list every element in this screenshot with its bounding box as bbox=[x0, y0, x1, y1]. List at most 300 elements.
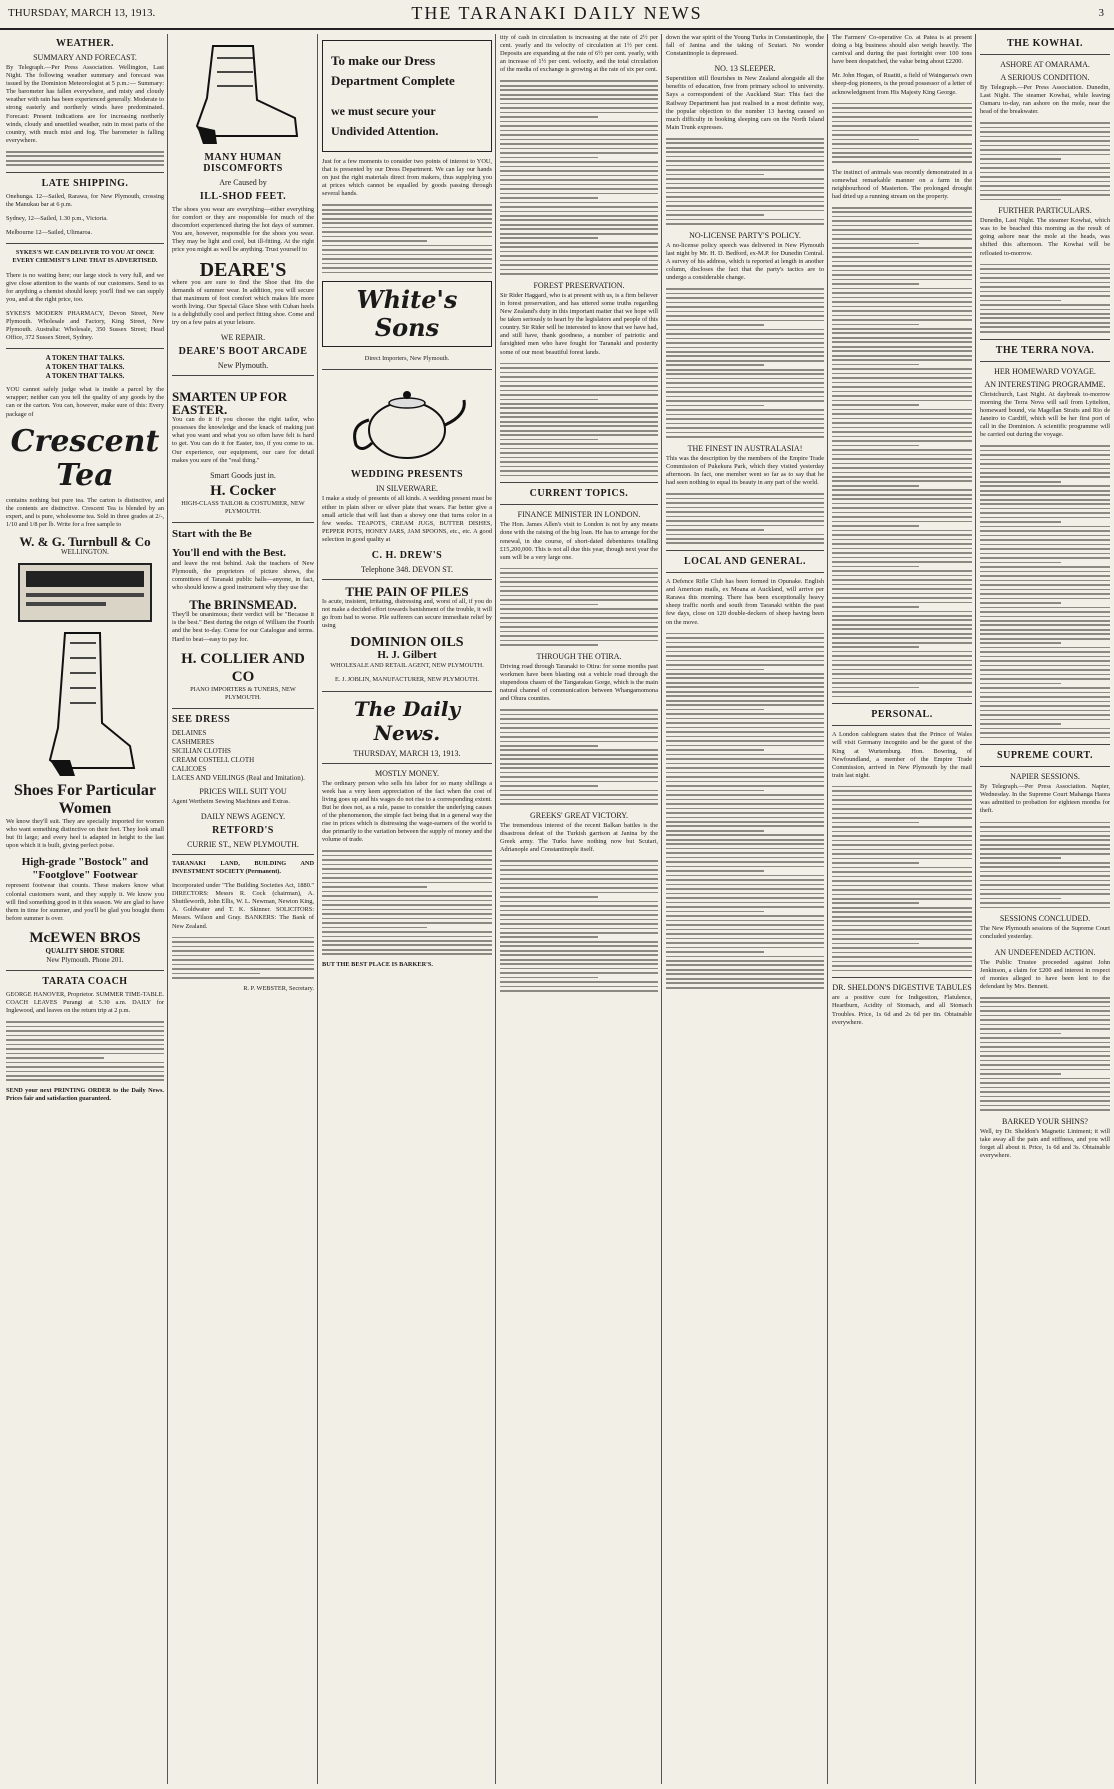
text-line bbox=[832, 148, 972, 150]
text-line bbox=[666, 183, 824, 185]
text-line bbox=[666, 409, 824, 411]
text-line bbox=[832, 804, 972, 806]
text-line bbox=[500, 572, 658, 574]
text-line bbox=[500, 763, 658, 765]
text-line bbox=[500, 941, 658, 943]
text-line bbox=[666, 405, 764, 407]
text-line bbox=[980, 844, 1110, 846]
text-line bbox=[666, 360, 824, 362]
text-line bbox=[832, 602, 972, 604]
text-line bbox=[500, 228, 658, 230]
text-line bbox=[322, 213, 492, 215]
text-line bbox=[500, 741, 658, 743]
text-line bbox=[500, 475, 658, 477]
text-line bbox=[666, 843, 824, 845]
text-line bbox=[832, 449, 972, 451]
text-line bbox=[666, 637, 824, 639]
nolicense-text: A no-license policy speech was delivered in New Plymouth last night by Mr. H. D. Bedford, ex-M.P. for Dunedin Central. A survey of his address, which is reported at length in another column, discloses the fact that the party's tactics are to undergo a considerable change. bbox=[666, 241, 824, 282]
text-line bbox=[980, 638, 1110, 640]
text-line bbox=[980, 517, 1110, 519]
shoes-heading: Shoes For Particular Women bbox=[14, 782, 156, 818]
text-line bbox=[500, 233, 658, 235]
text-line bbox=[500, 604, 598, 606]
text-line bbox=[980, 1006, 1110, 1008]
teapot-illustration bbox=[322, 375, 492, 465]
piles-text: Is acute, insistent, irritating, distressing and, worst of all, if you do not make a decided effort towards banishment of the trouble, it will go from bad to worse. Pile sufferers can secure immediate relief by using bbox=[322, 597, 492, 630]
text-line bbox=[832, 664, 972, 666]
text-line bbox=[980, 136, 1110, 138]
text-line bbox=[666, 790, 764, 792]
text-line bbox=[832, 368, 972, 370]
text-line bbox=[980, 557, 1110, 559]
text-line bbox=[500, 466, 658, 468]
text-line bbox=[666, 700, 824, 702]
text-line bbox=[666, 884, 824, 886]
text-line bbox=[322, 909, 492, 911]
text-line bbox=[832, 156, 972, 158]
text-line bbox=[500, 599, 658, 601]
text-line bbox=[832, 270, 972, 272]
text-line bbox=[666, 210, 824, 212]
turnbull-name: W. & G. Turnbull & Co bbox=[19, 534, 151, 550]
collier-name: H. COLLIER AND CO bbox=[181, 650, 305, 685]
text-line bbox=[666, 812, 824, 814]
column-6 bbox=[832, 34, 972, 1784]
dress-department-heading-2: we must secure your Undivided Attention. bbox=[331, 104, 439, 138]
text-line bbox=[500, 175, 658, 177]
text-line bbox=[666, 704, 824, 706]
text-line bbox=[666, 306, 824, 308]
text-line bbox=[322, 936, 492, 938]
text-line bbox=[980, 898, 1061, 900]
text-line bbox=[980, 902, 1110, 904]
text-line bbox=[980, 548, 1110, 550]
text-line bbox=[322, 944, 492, 946]
text-line bbox=[980, 575, 1110, 577]
text-line bbox=[500, 197, 598, 199]
text-line bbox=[666, 660, 824, 662]
text-line bbox=[980, 1082, 1110, 1084]
text-line bbox=[980, 696, 1110, 698]
text-line bbox=[980, 647, 1110, 649]
text-line bbox=[832, 413, 972, 415]
text-line bbox=[980, 185, 1110, 187]
text-line bbox=[500, 644, 598, 646]
text-line bbox=[980, 122, 1110, 124]
text-line bbox=[666, 713, 824, 715]
text-line bbox=[832, 557, 972, 559]
text-line bbox=[832, 377, 972, 379]
text-line bbox=[980, 651, 1110, 653]
text-line bbox=[322, 873, 492, 875]
text-line bbox=[500, 376, 658, 378]
text-line bbox=[500, 139, 658, 141]
text-line bbox=[832, 489, 972, 491]
dress-department-ad bbox=[322, 40, 492, 152]
text-line bbox=[832, 161, 972, 163]
text-line bbox=[172, 973, 260, 975]
text-line bbox=[832, 359, 972, 361]
text-line bbox=[6, 151, 164, 153]
text-line bbox=[832, 894, 972, 896]
text-line bbox=[980, 701, 1110, 703]
coach-text: GEORGE HANOVER, Proprietor. SUMMER TIME-TABLE. COACH LEAVES Purangi at 5.30 a.m. DAILY for Inglewood, and leaves on the return trip at 2 p.m. bbox=[6, 990, 164, 1015]
text-line bbox=[832, 911, 972, 913]
gilbert-name: H. J. Gilbert bbox=[377, 649, 437, 662]
text-line bbox=[666, 772, 824, 774]
otira-text: Driving road through Taranaki to Otira: for some months past workmen have been blasting out a vehicle road through the stupendous chasm of the Tangarakau Gorge, which is the main natural channel of communication between Whangamomona and Ohura counties. bbox=[500, 662, 658, 703]
finance-heading: FINANCE MINISTER IN LONDON. bbox=[517, 510, 641, 520]
ladies-boot-illustration bbox=[6, 628, 164, 778]
text-line bbox=[980, 607, 1110, 609]
supreme-heading: SUPREME COURT. bbox=[997, 750, 1093, 762]
text-line bbox=[832, 279, 972, 281]
text-line bbox=[500, 590, 658, 592]
text-line bbox=[832, 315, 972, 317]
dress-department-heading: To make our Dress Department Complete bbox=[331, 53, 455, 88]
undefended-heading: AN UNDEFENDED ACTION. bbox=[994, 947, 1096, 957]
text-line bbox=[980, 1046, 1110, 1048]
text-line bbox=[980, 857, 1061, 859]
divider bbox=[322, 579, 492, 580]
text-line bbox=[666, 682, 824, 684]
text-line bbox=[500, 954, 658, 956]
dress-item: CALICOES bbox=[172, 764, 207, 773]
text-line bbox=[832, 125, 972, 127]
divider bbox=[832, 977, 972, 978]
text-line bbox=[500, 617, 658, 619]
column-rule bbox=[167, 34, 168, 1784]
text-line bbox=[832, 651, 972, 653]
text-line bbox=[832, 799, 972, 801]
text-line bbox=[666, 511, 824, 513]
dress-item: SICILIAN CLOTHS bbox=[172, 746, 231, 755]
barked-heading: BARKED YOUR SHINS? bbox=[1002, 1116, 1088, 1126]
undefended-text: The Public Trustee proceeded against John Jenkinson, a claim for £200 and interest in respect of monies alleged to have been lent to the defendant by Mrs. Bennett. bbox=[980, 958, 1110, 990]
text-line bbox=[666, 542, 824, 544]
text-line bbox=[832, 418, 972, 420]
text-line bbox=[666, 169, 824, 171]
text-line bbox=[832, 561, 972, 563]
dress-prices: PRICES WILL SUIT YOU bbox=[199, 786, 287, 796]
text-line bbox=[980, 313, 1110, 315]
text-line bbox=[832, 112, 972, 114]
text-line bbox=[666, 669, 764, 671]
text-line bbox=[832, 422, 972, 424]
text-line bbox=[322, 877, 492, 879]
text-line bbox=[500, 990, 658, 992]
text-line bbox=[500, 470, 658, 472]
text-filler bbox=[500, 80, 658, 274]
text-line bbox=[500, 595, 658, 597]
text-line bbox=[980, 140, 1110, 142]
text-line bbox=[500, 125, 658, 127]
text-line bbox=[322, 904, 492, 906]
text-line bbox=[980, 1073, 1061, 1075]
text-line bbox=[6, 1026, 164, 1028]
text-line bbox=[832, 530, 972, 532]
text-line bbox=[832, 902, 919, 904]
text-line bbox=[666, 731, 824, 733]
text-line bbox=[980, 512, 1110, 514]
text-line bbox=[832, 637, 972, 639]
divider bbox=[666, 572, 824, 573]
text-line bbox=[666, 223, 824, 225]
text-filler bbox=[980, 122, 1110, 200]
masthead-date: THURSDAY, MARCH 13, 1913. bbox=[8, 7, 156, 19]
weather-heading: WEATHER. bbox=[56, 38, 114, 49]
text-line bbox=[6, 1057, 104, 1059]
text-line bbox=[980, 853, 1110, 855]
text-line bbox=[666, 875, 824, 877]
text-line bbox=[666, 214, 764, 216]
text-line bbox=[980, 481, 1061, 483]
text-line bbox=[832, 243, 919, 245]
text-line bbox=[980, 580, 1110, 582]
text-line bbox=[666, 825, 824, 827]
turnbull-city: WELLINGTON. bbox=[61, 548, 109, 557]
text-line bbox=[666, 924, 824, 926]
text-filler bbox=[172, 937, 314, 979]
text-line bbox=[980, 826, 1110, 828]
masthead-title: THE TARANAKI DAILY NEWS bbox=[411, 3, 703, 23]
text-line bbox=[666, 418, 824, 420]
text-line bbox=[500, 803, 658, 805]
further-text: Dunedin, Last Night. The steamer Kowhai, which was to be beached this morning as the result of going ashore near the mole at the heads, was shifted this afternoon. The Kowhai will be refloated to-morrow. bbox=[980, 217, 1110, 257]
text-line bbox=[500, 219, 658, 221]
text-line bbox=[500, 799, 658, 801]
text-line bbox=[500, 94, 658, 96]
divider bbox=[500, 482, 658, 483]
text-line bbox=[666, 848, 824, 850]
column-7 bbox=[980, 34, 1110, 1784]
text-line bbox=[980, 158, 1061, 160]
text-line bbox=[832, 862, 919, 864]
text-line bbox=[980, 562, 1061, 564]
coach-footer: SEND your next PRINTING ORDER to the Daily News. Prices fair and satisfaction guaranteed. bbox=[6, 1087, 164, 1103]
mcewen-address: New Plymouth. Phone 201. bbox=[46, 955, 124, 964]
text-line bbox=[666, 722, 824, 724]
text-line bbox=[500, 883, 658, 885]
text-line bbox=[980, 530, 1110, 532]
sheldon-text: are a positive cure for Indigestion, Flatulence, Heartburn, Acidity of Stomach, and all Stomach Troubles. Price, 1s 6d and 2s 6d per tin. Obtainable everywhere. bbox=[832, 994, 972, 1026]
dress-item: CASHMERES bbox=[172, 737, 215, 746]
divider bbox=[172, 854, 314, 855]
text-line bbox=[500, 776, 658, 778]
text-line bbox=[6, 1035, 164, 1037]
text-line bbox=[172, 941, 314, 943]
text-filler bbox=[6, 151, 164, 166]
text-line bbox=[832, 436, 972, 438]
text-line bbox=[500, 581, 658, 583]
text-line bbox=[500, 631, 658, 633]
text-line bbox=[980, 822, 1110, 824]
text-line bbox=[980, 127, 1110, 129]
text-line bbox=[980, 880, 1110, 882]
collier-subtitle: PIANO IMPORTERS & TUNERS, NEW PLYMOUTH. bbox=[190, 685, 296, 701]
text-line bbox=[666, 414, 824, 416]
text-line bbox=[832, 238, 972, 240]
text-line bbox=[980, 309, 1110, 311]
text-line bbox=[832, 548, 972, 550]
text-line bbox=[832, 107, 972, 109]
text-line bbox=[500, 568, 658, 570]
text-line bbox=[666, 142, 824, 144]
text-line bbox=[832, 826, 972, 828]
deares-name: DEARE'S bbox=[199, 258, 287, 281]
text-line bbox=[500, 586, 658, 588]
text-line bbox=[666, 695, 824, 697]
text-line bbox=[832, 220, 972, 222]
kowhai-subheading-2: A SERIOUS CONDITION. bbox=[1000, 73, 1090, 82]
text-line bbox=[666, 839, 824, 841]
text-line bbox=[500, 202, 658, 204]
token-line: A TOKEN THAT TALKS. bbox=[45, 354, 125, 363]
text-line bbox=[980, 889, 1110, 891]
text-line bbox=[980, 163, 1110, 165]
text-line bbox=[832, 130, 972, 132]
wedding-text: I make a study of presents of all kinds. A wedding present must be either in plain silver or silver plate that wears. Far better give a small article that will last than a showy one that turns color in a few weeks. TEAPOTS, CREAM JUGS, BUTTER DISHES, PEPPER POTS, HONEY JARS, JAM SPOONS, etc., etc. A good selection in good quality at bbox=[322, 495, 492, 543]
text-line bbox=[500, 874, 658, 876]
text-line bbox=[500, 399, 598, 401]
text-line bbox=[172, 955, 314, 957]
text-line bbox=[666, 888, 824, 890]
text-line bbox=[500, 363, 658, 365]
text-line bbox=[980, 907, 1110, 909]
text-line bbox=[500, 981, 658, 983]
text-line bbox=[832, 382, 972, 384]
text-line bbox=[980, 719, 1110, 721]
text-line bbox=[832, 642, 972, 644]
text-line bbox=[500, 910, 658, 912]
text-line bbox=[500, 430, 658, 432]
text-line bbox=[980, 553, 1110, 555]
text-line bbox=[500, 224, 658, 226]
divider bbox=[6, 348, 164, 349]
text-line bbox=[980, 665, 1110, 667]
text-line bbox=[500, 785, 598, 787]
text-line bbox=[500, 251, 658, 253]
text-line bbox=[980, 732, 1110, 734]
divider bbox=[172, 375, 314, 376]
text-line bbox=[500, 622, 658, 624]
text-line bbox=[666, 893, 824, 895]
terranova-text: Christchurch, Last Night. At daybreak to-morrow morning the Terra Nova will sail from Lyttelton, homeward bound, via Magellan Straits and Rio de Janeiro to Cardiff, which will be her first port of call in the Dominion. A scientific programme will be carried out during the voyage. bbox=[980, 390, 1110, 438]
text-line bbox=[500, 754, 658, 756]
text-line bbox=[500, 170, 658, 172]
text-line bbox=[322, 864, 492, 866]
text-line bbox=[500, 130, 658, 132]
text-line bbox=[172, 977, 314, 979]
bottom-line: BUT THE BEST PLACE IS BARKER'S. bbox=[322, 961, 433, 969]
hogan-text: Mr. John Hogan, of Ruatiti, a field of Waingaroa's own sheep-dog pioneers, is the proud possessor of a letter of acknowledgment from His Majesty King George. bbox=[832, 72, 972, 96]
text-line bbox=[500, 273, 658, 275]
text-line bbox=[500, 264, 658, 266]
text-line bbox=[832, 929, 972, 931]
australasia-heading: THE FINEST IN AUSTRALASIA! bbox=[687, 443, 803, 453]
start-heading: Start with the Be bbox=[172, 527, 252, 540]
text-line bbox=[832, 472, 972, 474]
text-filler bbox=[666, 288, 824, 438]
divider bbox=[832, 703, 972, 704]
text-line bbox=[832, 386, 972, 388]
text-line bbox=[832, 938, 972, 940]
text-line bbox=[980, 584, 1110, 586]
text-line bbox=[666, 718, 824, 720]
text-line bbox=[500, 723, 658, 725]
text-line bbox=[322, 882, 492, 884]
divider bbox=[980, 54, 1110, 55]
text-line bbox=[980, 154, 1110, 156]
text-line bbox=[832, 404, 919, 406]
text-line bbox=[666, 978, 824, 980]
text-line bbox=[500, 758, 658, 760]
text-line bbox=[666, 709, 764, 711]
text-filler bbox=[322, 204, 492, 273]
text-line bbox=[322, 249, 492, 251]
column-4 bbox=[500, 34, 658, 1784]
text-line bbox=[980, 1001, 1110, 1003]
sessions-heading: SESSIONS CONCLUDED. bbox=[999, 914, 1091, 924]
text-line bbox=[832, 297, 972, 299]
text-line bbox=[666, 387, 824, 389]
text-line bbox=[500, 878, 658, 880]
text-line bbox=[980, 494, 1110, 496]
text-line bbox=[500, 945, 658, 947]
text-line bbox=[666, 427, 824, 429]
text-line bbox=[500, 963, 658, 965]
text-line bbox=[666, 969, 824, 971]
text-line bbox=[500, 709, 658, 711]
text-line bbox=[832, 835, 972, 837]
text-line bbox=[666, 911, 764, 913]
text-line bbox=[500, 403, 658, 405]
text-line bbox=[500, 461, 658, 463]
text-filler bbox=[322, 850, 492, 955]
text-line bbox=[980, 1087, 1110, 1089]
column-rule bbox=[317, 34, 318, 1784]
text-line bbox=[322, 218, 492, 220]
text-line bbox=[832, 319, 972, 321]
retford-address: CURRIE ST., NEW PLYMOUTH. bbox=[187, 839, 299, 849]
text-line bbox=[666, 147, 824, 149]
text-line bbox=[6, 1053, 164, 1055]
text-line bbox=[500, 727, 658, 729]
text-line bbox=[980, 611, 1110, 613]
dress-department-text: Just for a few moments to consider two points of interest to YOU, that is presented by our Dress Department. We can lay our hands on just the right materials direct from makers, thus supplying you at prices which cannot be equalled by goods passing through several hands. bbox=[322, 158, 492, 198]
text-line bbox=[832, 225, 972, 227]
text-line bbox=[832, 134, 972, 136]
text-line bbox=[832, 885, 972, 887]
crescent-text: contains nothing but pure tea. The carton is distinctive, and the contents are distinctive. Crescent Tea is blended by an expert, and is pure, wholesome tea. Sold in three grades at 2/-, 1/10 and 1/8 per lb. Write for a free sample to bbox=[6, 496, 164, 528]
column-rule bbox=[827, 34, 828, 1784]
text-line bbox=[500, 932, 658, 934]
text-line bbox=[666, 973, 824, 975]
text-line bbox=[832, 364, 919, 366]
text-line bbox=[832, 498, 972, 500]
text-line bbox=[500, 959, 658, 961]
text-line bbox=[666, 960, 824, 962]
text-line bbox=[832, 400, 972, 402]
text-line bbox=[980, 131, 1110, 133]
text-line bbox=[832, 880, 972, 882]
text-line bbox=[666, 727, 824, 729]
text-line bbox=[980, 629, 1110, 631]
topics-heading: CURRENT TOPICS. bbox=[529, 488, 629, 500]
divider bbox=[666, 550, 824, 551]
text-line bbox=[980, 485, 1110, 487]
text-line bbox=[832, 691, 972, 693]
